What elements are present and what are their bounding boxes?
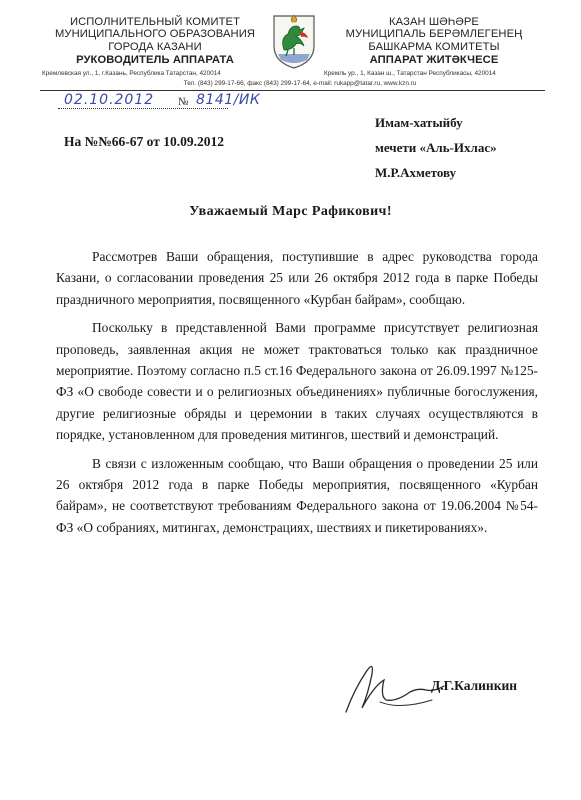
greeting: Уважаемый Марс Рафикович! (189, 204, 392, 219)
signer-name: Д.Г.Калинкин (431, 678, 518, 693)
letterhead-left-title: РУКОВОДИТЕЛЬ АППАРАТА (76, 54, 234, 67)
body-paragraph: Поскольку в представленной Вами программе присутствует религиозная проповедь, заявленная акция не может трактоваться только как праздничное мероприятие. Поэтому согласно п.5 ст.16 Федерального закона от 26.09.1997 №125-ФЗ «О свободе совести и о религиозных объединениях» публичные богослужения, другие религиозные обряды и церемонии в таких случаях осуществляются в порядке, установленном для проведения митингов, шествий и демонстраций. (56, 320, 538, 443)
body-paragraph: Рассмотрев Ваши обращения, поступившие в адрес руководства города Казани, о согласовании проведения 25 или 26 октября 2012 года в парке Победы праздничного мероприятия, посвященного «Курбан байрам», сообщаю. (56, 249, 538, 307)
addressee-block (375, 110, 497, 185)
address-right: Кремль ур., 1, Казан ш., Татарстан Республикасы, 420014 (324, 70, 496, 77)
addressee-line: мечети «Аль-Ихлас» (375, 140, 497, 155)
address-left: Кремлевская ул., 1, г.Казань, Республика Татарстан, 420014 (42, 70, 221, 77)
letterhead-left-line: ГОРОДА КАЗАНИ (108, 40, 202, 53)
kazan-coat-of-arms-icon (270, 12, 318, 70)
contacts-line: Тел. (843) 299-17-66, факс (843) 299-17-64, e-mail: rukapp@tatar.ru, www.kzn.ru (183, 80, 417, 87)
addressee-line: М.Р.Ахметову (375, 165, 457, 180)
letterhead-right (320, 16, 548, 67)
body-paragraph: В связи с изложенным сообщаю, что Ваши обращения о проведении 25 или 26 октября 2012 года в парке Победы мероприятия, посвященного «Курбан байрам», не соответствуют требованиям Федерального закона от 19.06.2004 №54-ФЗ «О собраниях, митингах, демонстрациях, шествиях и пикетированиях». (56, 455, 538, 535)
header-divider (40, 90, 545, 91)
letterhead-right-line: МУНИЦИПАЛЬ БЕРӘМЛЕГЕНЕҢ (345, 28, 523, 41)
letterhead-right-title: АППАРАТ ЖИТӘКЧЕСЕ (369, 54, 499, 67)
letterhead-right-line: БАШКАРМА КОМИТЕТЫ (368, 40, 500, 53)
letter-body (56, 246, 538, 545)
registration-number-label: № (178, 96, 189, 108)
registration-underline (58, 108, 228, 109)
addressee-line: Имам-хатыйбу (375, 115, 463, 130)
letterhead-left-line: ИСПОЛНИТЕЛЬНЫЙ КОМИТЕТ (69, 16, 241, 28)
letterhead-left (40, 16, 270, 67)
registration-date: 02.10.2012 (64, 92, 155, 108)
letterhead-left-line: МУНИЦИПАЛЬНОГО ОБРАЗОВАНИЯ (54, 28, 256, 41)
reference-line: На №№66-67 от 10.09.2012 (64, 134, 224, 149)
registration-number: 8141/ИК (196, 92, 261, 108)
letterhead-right-line: КАЗАН ШӘҺӘРЕ (389, 16, 479, 28)
